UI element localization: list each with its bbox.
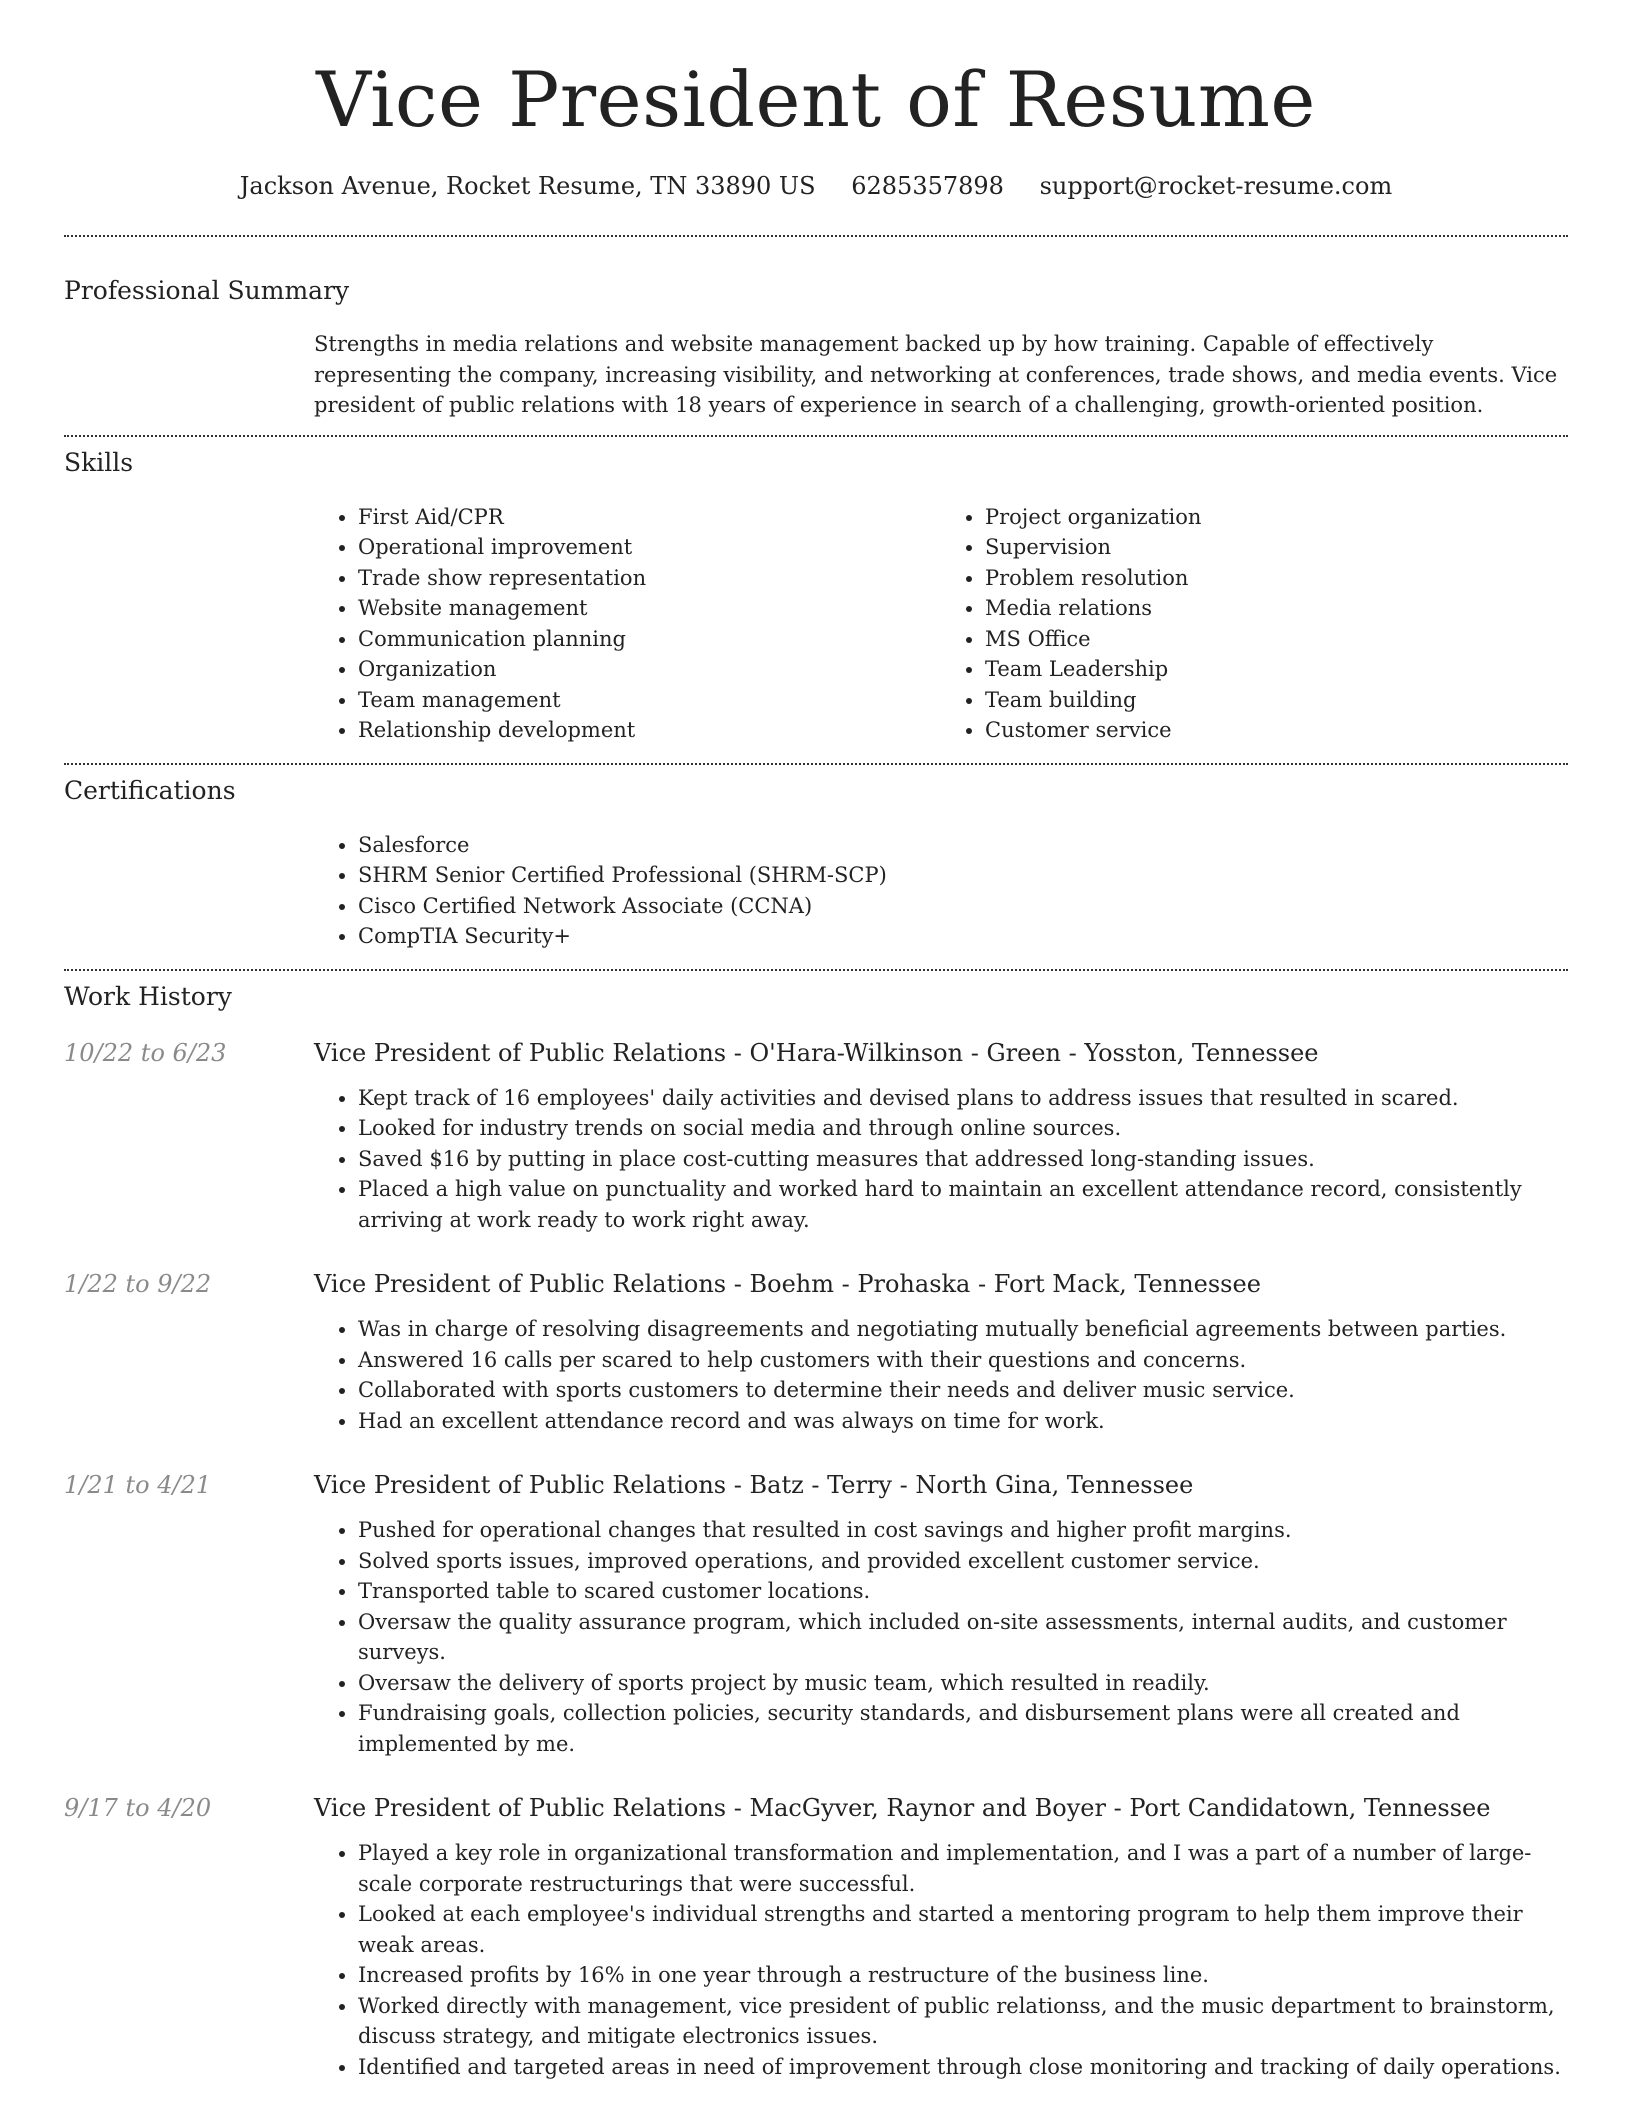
list-item: • SHRM Senior Certified Professional (SHRM-SCP) <box>358 860 1568 891</box>
list-item: • Pushed for operational changes that resulted in cost savings and higher profit margins. <box>358 1515 1568 1546</box>
list-item: • Answered 16 calls per scared to help customers with their questions and concerns. <box>358 1345 1568 1376</box>
header-divider <box>64 235 1568 237</box>
list-item: • Kept track of 16 employees' daily activities and devised plans to address issues that resulted in scared. <box>358 1083 1568 1114</box>
list-item: • Team management <box>358 685 941 716</box>
list-item: • Placed a high value on punctuality and worked hard to maintain an excellent attendance record, consistently arriving at work ready to work right away. <box>358 1174 1568 1235</box>
certifications-section <box>64 775 1568 952</box>
job-body <box>314 1037 1568 1236</box>
list-item: • Collaborated with sports customers to determine their needs and deliver music service. <box>358 1375 1568 1406</box>
skills-list <box>314 502 1568 746</box>
skills-divider <box>64 763 1568 765</box>
list-item: • Salesforce <box>358 830 1568 861</box>
list-item: • Team Leadership <box>985 654 1568 685</box>
certifications-divider <box>64 969 1568 971</box>
job-entry <box>64 1469 1568 1759</box>
list-item: • Saved $16 by putting in place cost-cutting measures that addressed long-standing issues. <box>358 1144 1568 1175</box>
contact-email: support@rocket-resume.com <box>1039 172 1393 200</box>
contact-phone: 6285357898 <box>851 172 1004 200</box>
job-bullets <box>314 1083 1568 1236</box>
list-item: • Project organization <box>985 502 1568 533</box>
list-item: • Identified and targeted areas in need of improvement through close monitoring and tracking of daily operations. <box>358 2052 1568 2083</box>
list-item: • Fundraising goals, collection policies, security standards, and disbursement plans were all created and implemented by me. <box>358 1698 1568 1759</box>
work-history-section <box>64 981 1568 2083</box>
list-item: • Organization <box>358 654 941 685</box>
list-item: • Communication planning <box>358 624 941 655</box>
list-item: • Relationship development <box>358 715 941 746</box>
skills-left-column <box>314 502 941 746</box>
list-item: • Trade show representation <box>358 563 941 594</box>
job-entry <box>64 1037 1568 1236</box>
certifications-heading: Certifications <box>64 775 236 805</box>
job-bullets <box>314 1515 1568 1759</box>
certifications-list <box>314 830 1568 952</box>
job-bullets <box>314 1314 1568 1436</box>
job-title: Vice President of Public Relations - MacGyver, Raynor and Boyer - Port Candidatown, Tennessee <box>314 1794 1491 1822</box>
list-item: • Customer service <box>985 715 1568 746</box>
job-bullets <box>314 1838 1568 2082</box>
list-item: • Looked for industry trends on social media and through online sources. <box>358 1113 1568 1144</box>
list-item: • Looked at each employee's individual strengths and started a mentoring program to help them improve their weak areas. <box>358 1899 1568 1960</box>
job-dates: 10/22 to 6/23 <box>64 1038 227 1067</box>
list-item: • Website management <box>358 593 941 624</box>
resume-name: Vice President of Resume <box>316 55 1316 144</box>
skills-heading: Skills <box>64 447 134 477</box>
job-dates: 1/21 to 4/21 <box>64 1471 212 1499</box>
job-body <box>314 1792 1568 2082</box>
job-title: Vice President of Public Relations - Boehm - Prohaska - Fort Mack, Tennessee <box>314 1270 1261 1298</box>
list-item: • First Aid/CPR <box>358 502 941 533</box>
contact-address: Jackson Avenue, Rocket Resume, TN 33890 US <box>239 172 816 200</box>
summary-heading: Professional Summary <box>64 276 350 305</box>
list-item: • Supervision <box>985 532 1568 563</box>
contact-line <box>64 170 1568 202</box>
resume-page <box>64 0 1568 2082</box>
summary-divider <box>64 435 1568 437</box>
list-item: • Transported table to scared customer locations. <box>358 1576 1568 1607</box>
job-dates: 1/22 to 9/22 <box>64 1270 212 1298</box>
list-item: • Was in charge of resolving disagreements and negotiating mutually beneficial agreements between parties. <box>358 1314 1568 1345</box>
list-item: • Solved sports issues, improved operations, and provided excellent customer service. <box>358 1546 1568 1577</box>
summary-text: Strengths in media relations and website management backed up by how training. Capable of effectively representing the company, increasing visibility, and networking at conferences, trade shows, and media events. Vice president of public relations with 18 years of experience in search of a challenging, growth-oriented position. <box>314 332 1558 417</box>
job-dates: 9/17 to 4/20 <box>64 1794 212 1822</box>
list-item: • Played a key role in organizational transformation and implementation, and I was a part of a number of large-scale corporate restructurings that were successful. <box>358 1838 1568 1899</box>
job-body <box>314 1268 1568 1436</box>
work-history-heading: Work History <box>64 981 232 1011</box>
list-item: • CompTIA Security+ <box>358 921 1568 952</box>
job-entry <box>64 1792 1568 2082</box>
list-item: • Oversaw the quality assurance program, which included on-site assessments, internal audits, and customer surveys. <box>358 1607 1568 1668</box>
list-item: • Had an excellent attendance record and was always on time for work. <box>358 1406 1568 1437</box>
list-item: • Oversaw the delivery of sports project by music team, which resulted in readily. <box>358 1668 1568 1699</box>
job-title: Vice President of Public Relations - O'Hara-Wilkinson - Green - Yosston, Tennessee <box>314 1038 1319 1067</box>
list-item: • Media relations <box>985 593 1568 624</box>
summary-section <box>64 275 1568 421</box>
list-item: • MS Office <box>985 624 1568 655</box>
job-entry <box>64 1268 1568 1436</box>
list-item: • Team building <box>985 685 1568 716</box>
list-item: • Problem resolution <box>985 563 1568 594</box>
job-body <box>314 1469 1568 1759</box>
list-item: • Operational improvement <box>358 532 941 563</box>
list-item: • Cisco Certified Network Associate (CCNA) <box>358 891 1568 922</box>
list-item: • Worked directly with management, vice president of public relationss, and the music department to brainstorm, discuss strategy, and mitigate electronics issues. <box>358 1991 1568 2052</box>
skills-section <box>64 447 1568 746</box>
skills-right-column <box>941 502 1568 746</box>
list-item: • Increased profits by 16% in one year through a restructure of the business line. <box>358 1960 1568 1991</box>
job-title: Vice President of Public Relations - Batz - Terry - North Gina, Tennessee <box>314 1471 1194 1499</box>
